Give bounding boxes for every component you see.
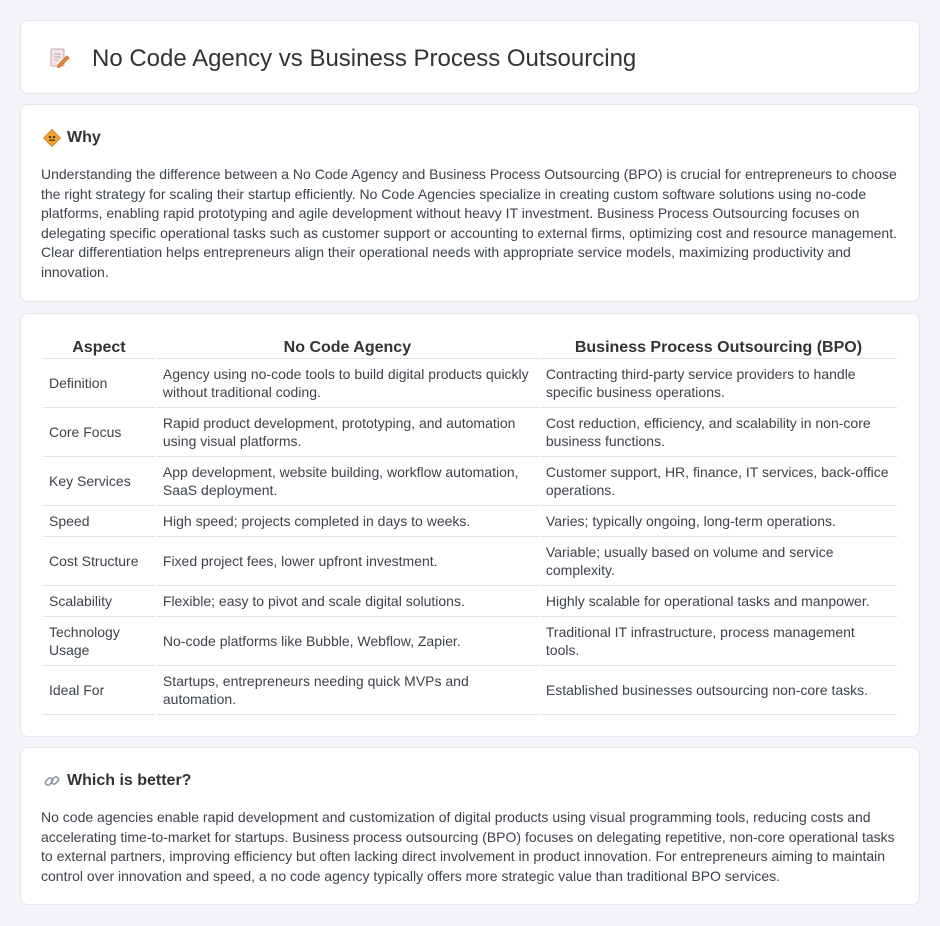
cell-aspect: Ideal For	[43, 666, 155, 715]
header-card	[20, 20, 920, 94]
table-row	[43, 537, 897, 586]
cell-bpo: Varies; typically ongoing, long-term operations.	[540, 506, 897, 537]
cell-no-code: Agency using no-code tools to build digital products quickly without traditional coding.	[157, 359, 538, 408]
cell-aspect: Cost Structure	[43, 537, 155, 586]
table-row	[43, 617, 897, 666]
table-row	[43, 457, 897, 506]
cell-no-code: No-code platforms like Bubble, Webflow, Zapier.	[157, 617, 538, 666]
comparison-table	[41, 335, 899, 715]
cell-bpo: Customer support, HR, finance, IT services, back-office operations.	[540, 457, 897, 506]
table-header-row	[43, 335, 897, 359]
diamond-sign-icon	[43, 129, 61, 147]
cell-no-code: Startups, entrepreneurs needing quick MVPs and automation.	[157, 666, 538, 715]
better-paragraph: No code agencies enable rapid development and customization of digital products using visual programming tools, reducing costs and accelerating time-to-market for startups. Business process outsourcing (BPO) focuses on delegating repetitive, non-core operational tasks to external partners, improving efficiency but often lacking direct involvement in product innovation. For entrepreneurs aiming to maintain control over innovation and speed, a no code agency typically offers more strategic value than traditional BPO services.	[41, 809, 895, 884]
why-heading: Why	[67, 129, 101, 146]
cell-aspect: Definition	[43, 359, 155, 408]
cell-bpo: Highly scalable for operational tasks and manpower.	[540, 586, 897, 617]
why-card	[20, 104, 920, 302]
cell-aspect: Core Focus	[43, 408, 155, 457]
why-heading-row	[43, 127, 101, 149]
cell-aspect: Technology Usage	[43, 617, 155, 666]
which-is-better-card	[20, 747, 920, 905]
cell-aspect: Scalability	[43, 586, 155, 617]
cell-no-code: Rapid product development, prototyping, and automation using visual platforms.	[157, 408, 538, 457]
cell-aspect: Speed	[43, 506, 155, 537]
header-bpo: Business Process Outsourcing (BPO)	[540, 335, 897, 359]
cell-bpo: Established businesses outsourcing non-core tasks.	[540, 666, 897, 715]
better-heading: Which is better?	[67, 772, 192, 789]
page-title: No Code Agency vs Business Process Outsourcing	[92, 45, 637, 72]
cell-bpo: Contracting third-party service providers to handle specific business operations.	[540, 359, 897, 408]
table-row	[43, 408, 897, 457]
why-paragraph: Understanding the difference between a No Code Agency and Business Process Outsourcing (BPO) is crucial for entrepreneurs to choose the right strategy for scaling their startup efficiently. No Code Agencies specialize in creating custom software solutions using no-code platforms, enabling rapid prototyping and agile development without heavy IT investment. Business Process Outsourcing focuses on delegating specific operational tasks such as customer support or accounting to external firms, optimizing cost and resource management. Clear differentiation helps entrepreneurs align their operational needs with appropriate service models, maximizing productivity and innovation.	[41, 166, 897, 280]
cell-bpo: Variable; usually based on volume and service complexity.	[540, 537, 897, 586]
better-heading-row	[43, 770, 191, 792]
header-aspect: Aspect	[43, 335, 155, 359]
memo-pencil-icon	[47, 46, 71, 70]
table-row	[43, 359, 897, 408]
table-row	[43, 666, 897, 715]
cell-aspect: Key Services	[43, 457, 155, 506]
cell-bpo: Traditional IT infrastructure, process management tools.	[540, 617, 897, 666]
header-no-code-agency: No Code Agency	[157, 335, 538, 359]
cell-no-code: Fixed project fees, lower upfront investment.	[157, 537, 538, 586]
link-icon	[43, 772, 61, 790]
cell-bpo: Cost reduction, efficiency, and scalability in non-core business functions.	[540, 408, 897, 457]
cell-no-code: Flexible; easy to pivot and scale digital solutions.	[157, 586, 538, 617]
table-row	[43, 506, 897, 537]
cell-no-code: App development, website building, workflow automation, SaaS deployment.	[157, 457, 538, 506]
cell-no-code: High speed; projects completed in days to weeks.	[157, 506, 538, 537]
comparison-card	[20, 313, 920, 737]
table-row	[43, 586, 897, 617]
